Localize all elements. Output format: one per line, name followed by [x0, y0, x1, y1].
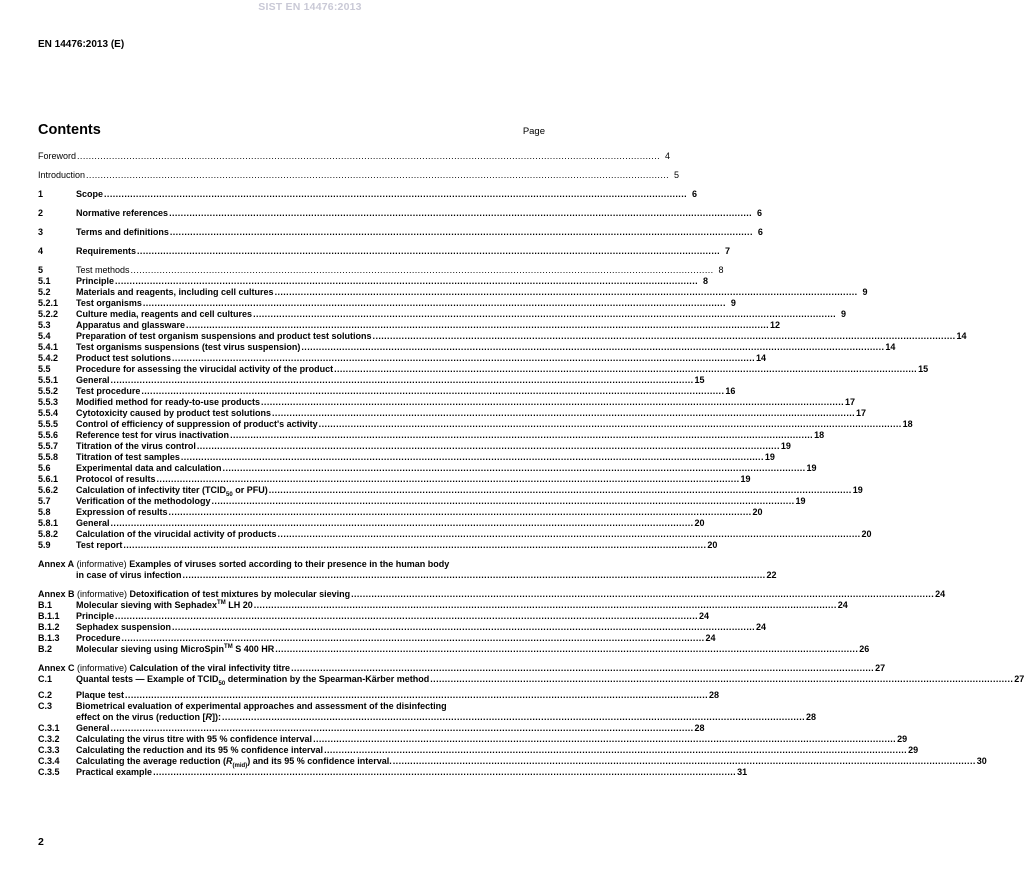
toc-page: 6: [757, 208, 763, 218]
toc-page: 20: [861, 529, 872, 539]
toc-number: 5.8.2: [38, 529, 59, 539]
toc-number: C.2: [38, 690, 53, 700]
toc-number: C.3.3: [38, 745, 60, 755]
toc-page: 28: [709, 690, 720, 700]
toc-number: C.3.1: [38, 723, 60, 733]
leader-dots: .........................................................................................................................................................................................................: [142, 298, 726, 308]
toc-entry-5-5-4[interactable]: [38, 408, 867, 419]
toc-title-part: determination by the Spearman-Kärber method: [225, 674, 430, 684]
math-symbol: R: [226, 756, 233, 766]
toc-entry-c-3-cont[interactable]: [38, 712, 817, 723]
toc-page: 9: [841, 309, 847, 319]
annex-kind: (informative): [74, 589, 130, 599]
page-column-header: Page: [522, 126, 545, 137]
toc-title: in case of virus infection: [76, 570, 182, 580]
leader-dots: .........................................................................................................................................................................................................: [130, 265, 714, 275]
toc-page: 17: [845, 397, 856, 407]
toc-title: Calculation of the virucidal activity of products: [76, 529, 277, 539]
subscript: (mid): [232, 762, 248, 769]
toc-title: General: [76, 518, 110, 528]
leader-dots: .........................................................................................................................................................................................................: [222, 463, 806, 473]
toc-number: 5.5.7: [38, 441, 59, 451]
toc-page: 18: [814, 430, 825, 440]
toc-title-part: Molecular sieving using MicroSpin: [76, 644, 225, 654]
toc-title: Foreword: [38, 151, 77, 161]
toc-entry-b-1-1[interactable]: [38, 611, 710, 622]
toc-number: 5.4.2: [38, 353, 59, 363]
toc-entry-annex-b[interactable]: [38, 589, 946, 600]
leader-dots: .........................................................................................................................................................................................................: [110, 723, 694, 733]
toc-number: 5.2.1: [38, 298, 59, 308]
toc-page: 24: [756, 622, 767, 632]
toc-title: Procedure for assessing the virucidal activity of the product: [76, 364, 334, 374]
toc-entry-5-5[interactable]: [38, 364, 929, 375]
annex-title: Calculation of the viral infectivity titre: [129, 663, 291, 673]
toc-entry-5-6-1[interactable]: [38, 474, 751, 485]
annex-kind: (informative): [74, 559, 130, 569]
toc-entry-5-9[interactable]: [38, 540, 718, 551]
toc-title: Introduction: [38, 170, 86, 180]
toc-title: [38, 589, 350, 600]
toc-entry-5-7[interactable]: [38, 496, 806, 507]
leader-dots: .........................................................................................................................................................................................................: [172, 622, 756, 632]
toc-page: 22: [766, 570, 777, 580]
toc-page: 5: [674, 170, 680, 180]
toc-entry-5-2-2[interactable]: [38, 309, 847, 320]
toc-entry-b-1-2[interactable]: [38, 622, 767, 633]
toc-number: 2: [38, 208, 44, 218]
toc-title-part: Calculation of infectivity titer (TCID: [76, 485, 227, 495]
toc-number: C.3.5: [38, 767, 60, 777]
toc-number: 5.9: [38, 540, 51, 550]
toc-title: Requirements: [76, 246, 137, 256]
leader-dots: .........................................................................................................................................................................................................: [180, 452, 764, 462]
toc-entry-5-5-1[interactable]: [38, 375, 705, 386]
leader-dots: .........................................................................................................................................................................................................: [275, 644, 859, 654]
toc-number: B.1.1: [38, 611, 60, 621]
toc-number: 3: [38, 227, 44, 237]
toc-title: Control of efficiency of suppression of product's activity: [76, 419, 318, 429]
toc-page: 6: [757, 227, 763, 237]
toc-entry-5-2[interactable]: [38, 287, 868, 298]
toc-title: Plaque test: [76, 690, 125, 700]
subscript: 50: [218, 680, 226, 687]
leader-dots: .........................................................................................................................................................................................................: [137, 246, 721, 256]
toc-title-part: ) and its 95 % confidence interval.: [247, 756, 392, 766]
leader-dots: .........................................................................................................................................................................................................: [291, 663, 875, 673]
toc-entry-5-1[interactable]: [38, 276, 709, 287]
toc-page: 9: [862, 287, 868, 297]
toc-number: 5.4: [38, 331, 51, 341]
toc-title-part: Calculating the average reduction (: [76, 756, 227, 766]
toc-title: Principle: [76, 276, 115, 286]
toc-entry-5-4[interactable]: [38, 331, 967, 342]
leader-dots: .........................................................................................................................................................................................................: [115, 611, 699, 621]
leader-dots: .........................................................................................................................................................................................................: [392, 756, 976, 766]
toc-page: 15: [694, 375, 705, 385]
toc-title-part: effect on the virus (reduction [: [76, 712, 206, 722]
leader-dots: .........................................................................................................................................................................................................: [121, 633, 705, 643]
toc-page: 24: [699, 611, 710, 621]
leader-dots: .........................................................................................................................................................................................................: [196, 441, 780, 451]
toc-title-part: Quantal tests: [76, 674, 134, 684]
toc-page: 19: [806, 463, 817, 473]
toc-page: 14: [756, 353, 767, 363]
toc-page: 15: [918, 364, 929, 374]
toc-page: 4: [665, 151, 671, 161]
leader-dots: .........................................................................................................................................................................................................: [230, 430, 814, 440]
toc-page: 20: [752, 507, 763, 517]
toc-title: Calculating the reduction and its 95 % confidence interval: [76, 745, 324, 755]
leader-dots: .........................................................................................................................................................................................................: [141, 386, 725, 396]
toc-page: 28: [806, 712, 817, 722]
leader-dots: .........................................................................................................................................................................................................: [104, 189, 688, 199]
toc-title: [76, 756, 392, 767]
toc-title: Titration of test samples: [76, 452, 180, 462]
toc-number: 4: [38, 246, 44, 256]
toc-entry-5-6[interactable]: [38, 463, 817, 474]
toc-number: 5.5.1: [38, 375, 59, 385]
toc-page: 8: [718, 265, 724, 275]
toc-title: General: [76, 375, 110, 385]
leader-dots: .........................................................................................................................................................................................................: [253, 600, 837, 610]
toc-entry-5-5-6[interactable]: [38, 430, 825, 441]
toc-entry-5-5-3[interactable]: [38, 397, 856, 408]
toc-page: 17: [856, 408, 867, 418]
toc-entry-c-3-1[interactable]: [38, 723, 705, 734]
math-symbol: R: [205, 712, 213, 722]
toc-page: 16: [725, 386, 736, 396]
toc-page: 18: [902, 419, 913, 429]
leader-dots: .........................................................................................................................................................................................................: [261, 397, 845, 407]
toc-number: 5.7: [38, 496, 51, 506]
toc-title: Protocol of results: [76, 474, 156, 484]
toc-title: [38, 663, 290, 674]
leader-dots: .........................................................................................................................................................................................................: [334, 364, 918, 374]
leader-dots: .........................................................................................................................................................................................................: [430, 674, 1014, 684]
toc-title: Test organisms suspensions (test virus suspension): [76, 342, 301, 352]
toc-page: 27: [875, 663, 886, 673]
toc-title: Modified method for ready-to-use products: [76, 397, 261, 407]
leader-dots: .........................................................................................................................................................................................................: [372, 331, 956, 341]
toc-title-part: LH 20: [225, 600, 253, 610]
toc-page: 7: [725, 246, 731, 256]
toc-entry-5-8-1[interactable]: [38, 518, 705, 529]
toc-title: Calculating the virus titre with 95 % confidence interval: [76, 734, 313, 744]
page-number: 2: [38, 836, 44, 848]
leader-dots: .........................................................................................................................................................................................................: [169, 208, 753, 218]
toc-title: Materials and reagents, including cell cultures: [76, 287, 274, 297]
leader-dots: .........................................................................................................................................................................................................: [168, 507, 752, 517]
toc-number: 5.6.2: [38, 485, 59, 495]
toc-page: 19: [740, 474, 751, 484]
toc-title: Apparatus and glassware: [76, 320, 186, 330]
toc-title: Culture media, reagents and cell cultures: [76, 309, 253, 319]
toc-number: 5.5.2: [38, 386, 59, 396]
toc-entry-5-5-5[interactable]: [38, 419, 913, 430]
toc-title: Preparation of test organism suspensions and product test solutions: [76, 331, 372, 341]
leader-dots: .........................................................................................................................................................................................................: [222, 712, 806, 722]
toc-entry-b-1-3[interactable]: [38, 633, 716, 644]
toc-number: 5.5.3: [38, 397, 59, 407]
toc-title: Test report: [76, 540, 123, 550]
toc-title: Product test solutions: [76, 353, 172, 363]
toc-number: 5.3: [38, 320, 51, 330]
leader-dots: .........................................................................................................................................................................................................: [156, 474, 740, 484]
annex-kind: (informative): [74, 663, 130, 673]
toc-page: 26: [859, 644, 870, 654]
annex-name: Annex C: [38, 663, 75, 673]
leader-dots: .........................................................................................................................................................................................................: [301, 342, 885, 352]
toc-entry-5-5-7[interactable]: [38, 441, 791, 452]
leader-dots: .........................................................................................................................................................................................................: [123, 540, 707, 550]
toc-page: 29: [897, 734, 908, 744]
toc-entry-c-3-4[interactable]: [38, 756, 987, 769]
toc-number: 1: [38, 189, 44, 199]
annex-title: Examples of viruses sorted according to their presence in the human body: [129, 559, 450, 569]
toc-page: 8: [703, 276, 709, 286]
superscript: TM: [217, 600, 226, 606]
leader-dots: .........................................................................................................................................................................................................: [182, 570, 766, 580]
toc-title-part: or PFU): [232, 485, 268, 495]
toc-title: Expression of results: [76, 507, 168, 517]
document-id: EN 14476:2013 (E): [38, 39, 125, 50]
toc-page: 14: [885, 342, 896, 352]
toc-entry-annex-a[interactable]: [38, 559, 545, 570]
toc-entry-c-3[interactable]: [38, 701, 545, 712]
toc-entry-5-8[interactable]: [38, 507, 763, 518]
toc-title: [76, 600, 253, 611]
annex-name: Annex B: [38, 589, 75, 599]
toc-entry-c-3-5[interactable]: [38, 767, 748, 778]
watermark: SIST EN 14476:2013: [258, 1, 362, 13]
toc-entry-5-4-2[interactable]: [38, 353, 767, 364]
toc-page: 19: [852, 485, 863, 495]
page-title: Contents: [38, 122, 101, 138]
toc-title: [76, 674, 429, 685]
toc-number: B.1.2: [38, 622, 60, 632]
toc-number: C.1: [38, 674, 53, 684]
toc-page: 19: [764, 452, 775, 462]
toc-entry-5-5-8[interactable]: [38, 452, 775, 463]
leader-dots: .........................................................................................................................................................................................................: [318, 419, 902, 429]
toc-entry-4[interactable]: [38, 246, 731, 257]
toc-entry-introduction[interactable]: [38, 170, 680, 181]
toc-entry-c-3-3[interactable]: [38, 745, 919, 756]
toc-page: 9: [730, 298, 736, 308]
toc-title: [38, 712, 221, 723]
toc-title-part: Molecular sieving with Sephadex: [76, 600, 218, 610]
toc-entry-5-5-2[interactable]: [38, 386, 736, 397]
leader-dots: .........................................................................................................................................................................................................: [77, 151, 661, 161]
toc-entry-3[interactable]: [38, 227, 763, 238]
leader-dots: .........................................................................................................................................................................................................: [153, 767, 737, 777]
toc-title-part: S 400 HR: [232, 644, 275, 654]
leader-dots: .........................................................................................................................................................................................................: [186, 320, 770, 330]
leader-dots: .........................................................................................................................................................................................................: [86, 170, 670, 180]
toc-title: Procedure: [76, 633, 121, 643]
toc-title: General: [76, 723, 110, 733]
toc-page: 19: [795, 496, 806, 506]
toc-number: 5.6.1: [38, 474, 59, 484]
toc-title: Normative references: [76, 208, 169, 218]
toc-number: B.2: [38, 644, 53, 654]
toc-title: [76, 644, 274, 655]
toc-title: Reference test for virus inactivation: [76, 430, 230, 440]
toc-page: 27: [1014, 674, 1024, 684]
toc-page: 28: [694, 723, 705, 733]
toc-number: 5.5.5: [38, 419, 59, 429]
toc-page: 31: [737, 767, 748, 777]
leader-dots: .........................................................................................................................................................................................................: [268, 485, 852, 495]
toc-page: 12: [770, 320, 781, 330]
toc-entry-2[interactable]: [38, 208, 763, 219]
toc-title: Cytotoxicity caused by product test solutions: [76, 408, 272, 418]
toc-title: Scope: [76, 189, 104, 199]
toc-page: 19: [780, 441, 791, 451]
toc-number: 5: [38, 265, 44, 275]
toc-number: 5.1: [38, 276, 51, 286]
leader-dots: .........................................................................................................................................................................................................: [272, 408, 856, 418]
toc-entry-5[interactable]: [38, 265, 724, 276]
toc-page: 24: [935, 589, 946, 599]
toc-entry-5-8-2[interactable]: [38, 529, 872, 540]
toc-title: Practical example: [76, 767, 153, 777]
toc-entry-1[interactable]: [38, 189, 698, 200]
toc-entry-b-1[interactable]: [38, 600, 848, 611]
toc-number: 5.5.8: [38, 452, 59, 462]
toc-entry-5-3[interactable]: [38, 320, 781, 331]
leader-dots: .........................................................................................................................................................................................................: [125, 690, 709, 700]
toc-page: 20: [694, 518, 705, 528]
toc-number: 5.4.1: [38, 342, 59, 352]
leader-dots: .........................................................................................................................................................................................................: [110, 375, 694, 385]
toc-page: 30: [976, 756, 987, 766]
toc-title: Terms and definitions: [76, 227, 169, 237]
toc-page: 20: [707, 540, 718, 550]
leader-dots: .........................................................................................................................................................................................................: [172, 353, 756, 363]
toc-entry-5-2-1[interactable]: [38, 298, 736, 309]
leader-dots: .........................................................................................................................................................................................................: [351, 589, 935, 599]
toc-page: 29: [908, 745, 919, 755]
leader-dots: .........................................................................................................................................................................................................: [274, 287, 858, 297]
toc-number: 5.8.1: [38, 518, 59, 528]
toc-title: Experimental data and calculation: [76, 463, 222, 473]
annex-title: Detoxification of test mixtures by molecular sieving: [129, 589, 351, 599]
leader-dots: .........................................................................................................................................................................................................: [324, 745, 908, 755]
toc-entry-b-2[interactable]: [38, 644, 870, 655]
toc-entry-c-1[interactable]: [38, 674, 1024, 687]
toc-number: C.3.2: [38, 734, 60, 744]
toc-entry-annex-c[interactable]: [38, 663, 886, 674]
toc-title: Test methods: [76, 265, 130, 275]
toc-entry-c-2[interactable]: [38, 690, 720, 701]
toc-entry-5-6-2[interactable]: [38, 485, 863, 498]
toc-title: Biometrical evaluation of experimental approaches and assessment of the disinfecting: [76, 701, 447, 711]
toc-number: C.3: [38, 701, 53, 711]
toc-title: Titration of the virus control: [76, 441, 196, 451]
leader-dots: .........................................................................................................................................................................................................: [253, 309, 837, 319]
toc-title: Verification of the methodology: [76, 496, 211, 506]
toc-number: 5.5: [38, 364, 51, 374]
leader-dots: .........................................................................................................................................................................................................: [110, 518, 694, 528]
table-of-contents: [38, 151, 1024, 778]
toc-title: Sephadex suspension: [76, 622, 172, 632]
leader-dots: .........................................................................................................................................................................................................: [115, 276, 699, 286]
toc-title: [76, 485, 268, 496]
subscript: 50: [226, 491, 233, 498]
toc-number: B.1: [38, 600, 53, 610]
leader-dots: .........................................................................................................................................................................................................: [313, 734, 897, 744]
toc-title: Principle: [76, 611, 115, 621]
toc-entry-5-4-1[interactable]: [38, 342, 896, 353]
toc-page: 6: [692, 189, 698, 199]
toc-number: 5.5.6: [38, 430, 59, 440]
toc-title-part: ]):: [212, 712, 222, 722]
toc-number: 5.5.4: [38, 408, 59, 418]
toc-page: 24: [705, 633, 716, 643]
superscript: TM: [224, 644, 233, 650]
toc-number: 5.6: [38, 463, 51, 473]
toc-page: 14: [956, 331, 967, 341]
toc-number: 5.2: [38, 287, 51, 297]
toc-number: 5.8: [38, 507, 51, 517]
toc-title-part: — Example of TCID: [133, 674, 219, 684]
toc-number: C.3.4: [38, 756, 60, 766]
toc-entry-annex-a-cont[interactable]: [38, 570, 777, 581]
toc-number: B.1.3: [38, 633, 60, 643]
toc-number: 5.2.2: [38, 309, 59, 319]
leader-dots: .........................................................................................................................................................................................................: [277, 529, 861, 539]
leader-dots: .........................................................................................................................................................................................................: [169, 227, 753, 237]
toc-entry-c-3-2[interactable]: [38, 734, 908, 745]
toc-entry-foreword[interactable]: [38, 151, 671, 162]
toc-title: Test procedure: [76, 386, 141, 396]
leader-dots: .........................................................................................................................................................................................................: [211, 496, 795, 506]
annex-name: Annex A: [38, 559, 75, 569]
toc-page: 24: [837, 600, 848, 610]
toc-title: Test organisms: [76, 298, 142, 308]
